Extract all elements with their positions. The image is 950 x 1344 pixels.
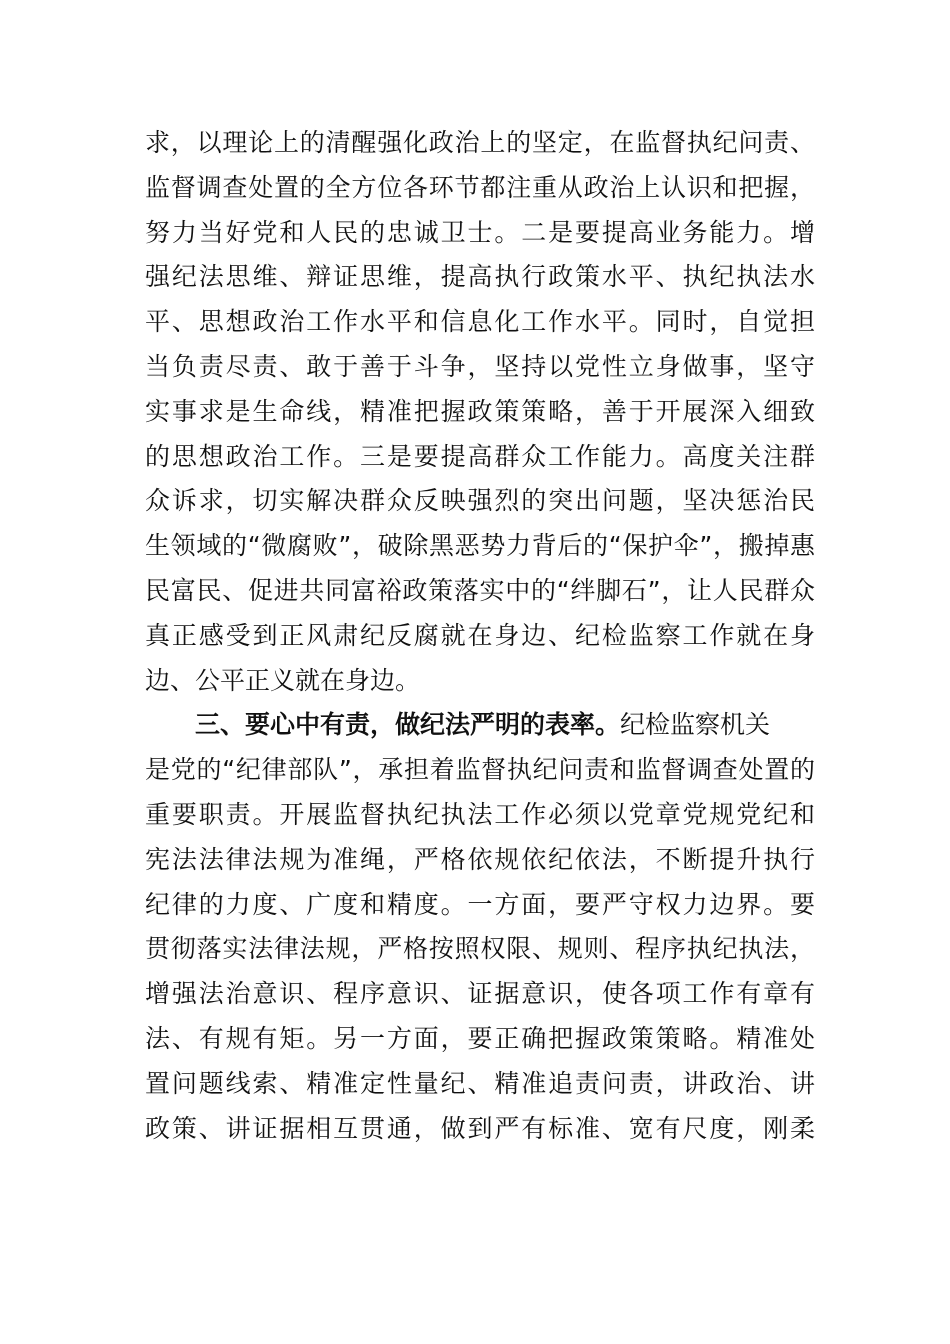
body-text bbox=[145, 121, 815, 1151]
text-line: 宪法法律法规为准绳，严格依规依纪依法，不断提升执行 bbox=[145, 844, 815, 874]
text-line: 监督调查处置的全方位各环节都注重从政治上认识和把握， bbox=[145, 172, 815, 202]
text-line: 法、有规有矩。另一方面，要正确把握政策策略。精准处 bbox=[145, 1023, 815, 1053]
section-first-line-text: 纪检监察机关 bbox=[620, 710, 771, 740]
text-line: 真正感受到正风肃纪反腐就在身边、纪检监察工作就在身 bbox=[145, 620, 815, 650]
text-line: 重要职责。开展监督执纪执法工作必须以党章党规党纪和 bbox=[145, 799, 815, 829]
text-line: 众诉求，切实解决群众反映强烈的突出问题，坚决惩治民 bbox=[145, 486, 815, 516]
section-first-line bbox=[145, 703, 815, 748]
text-line: 的思想政治工作。三是要提高群众工作能力。高度关注群 bbox=[145, 441, 815, 471]
text-line: 求，以理论上的清醒强化政治上的坚定，在监督执纪问责、 bbox=[145, 128, 815, 157]
text-line: 强纪法思维、辩证思维，提高执行政策水平、执纪执法水 bbox=[145, 262, 815, 292]
text-line: 平、思想政治工作水平和信息化工作水平。同时，自觉担 bbox=[145, 307, 815, 337]
section-heading: 三、要心中有责，做纪法严明的表率。 bbox=[195, 710, 621, 740]
text-line: 生领域的“微腐败”，破除黑恶势力背后的“保护伞”，搬掉惠 bbox=[145, 531, 815, 561]
text-line: 纪律的力度、广度和精度。一方面，要严守权力边界。要 bbox=[145, 889, 815, 919]
text-line: 贯彻落实法律法规，严格按照权限、规则、程序执纪执法， bbox=[145, 934, 815, 964]
text-line: 实事求是生命线，精准把握政策策略，善于开展深入细致 bbox=[145, 396, 815, 426]
text-line: 置问题线索、精准定性量纪、精准追责问责，讲政治、讲 bbox=[145, 1068, 815, 1098]
text-line: 边、公平正义就在身边。 bbox=[145, 665, 421, 695]
text-line: 民富民、促进共同富裕政策落实中的“绊脚石”，让人民群众 bbox=[145, 575, 815, 605]
text-line: 政策、讲证据相互贯通，做到严有标准、宽有尺度，刚柔 bbox=[145, 1113, 815, 1143]
text-line: 努力当好党和人民的忠诚卫士。二是要提高业务能力。增 bbox=[145, 217, 815, 247]
text-line: 是党的“纪律部队”，承担着监督执纪问责和监督调查处置的 bbox=[145, 755, 815, 785]
text-line: 当负责尽责、敢于善于斗争，坚持以党性立身做事，坚守 bbox=[145, 351, 815, 381]
text-line: 增强法治意识、程序意识、证据意识，使各项工作有章有 bbox=[145, 979, 815, 1009]
